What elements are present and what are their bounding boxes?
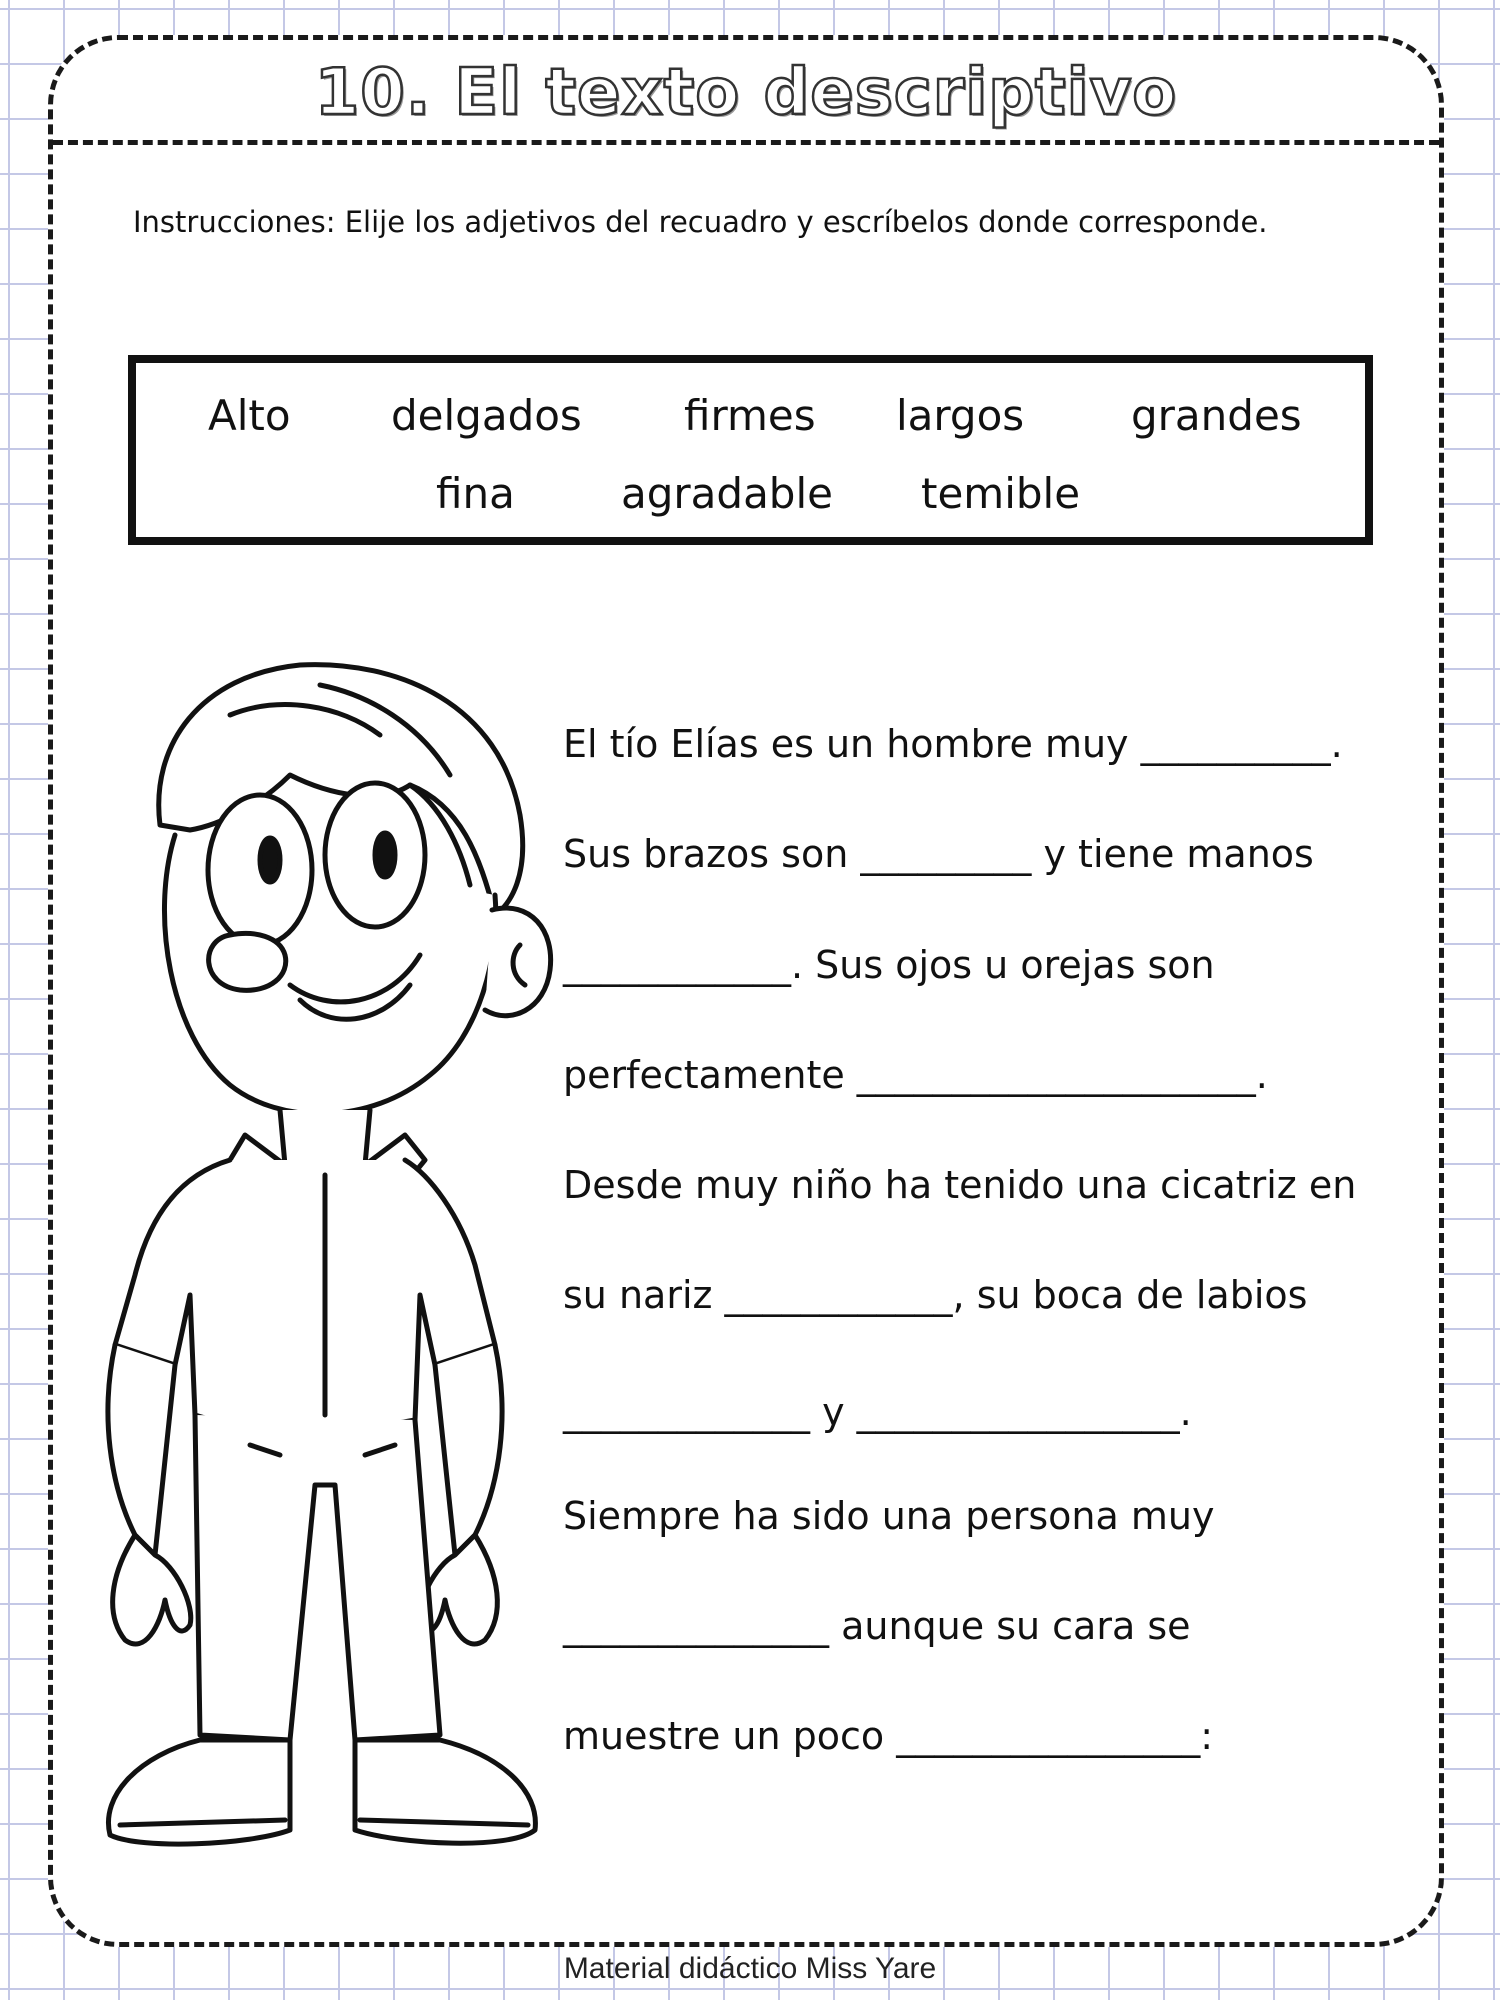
adjective-word-box — [128, 355, 1373, 545]
story-line-3: ____________. Sus ojos u orejas son — [563, 943, 1215, 987]
word-fina: fina — [436, 469, 515, 518]
page-title: 10. El texto descriptivo — [314, 56, 1178, 130]
footer-credit: Material didáctico Miss Yare — [563, 1952, 937, 1985]
word-alto: Alto — [208, 391, 291, 440]
word-temible: temible — [921, 469, 1081, 518]
story-line-9: ______________ aunque su cara se — [563, 1604, 1191, 1648]
story-line-8: Siempre ha sido una persona muy — [563, 1494, 1215, 1538]
story-line-2: Sus brazos son _________ y tiene manos — [563, 832, 1314, 876]
word-firmes: firmes — [684, 391, 816, 440]
boy-illustration — [80, 655, 560, 1870]
word-largos: largos — [896, 391, 1025, 440]
word-grandes: grandes — [1131, 391, 1302, 440]
story-line-10: muestre un poco ________________: — [563, 1714, 1214, 1758]
title-divider — [53, 140, 1439, 145]
story-line-7: _____________ y _________________. — [563, 1390, 1192, 1434]
story-line-6: su nariz ____________, su boca de labios — [563, 1273, 1308, 1317]
story-line-1: El tío Elías es un hombre muy __________. — [563, 722, 1343, 766]
instructions-text: Instrucciones: Elije los adjetivos del recuadro y escríbelos donde corresponde. — [133, 205, 1268, 239]
story-line-4: perfectamente _____________________. — [563, 1053, 1268, 1097]
word-delgados: delgados — [391, 391, 582, 440]
story-line-5: Desde muy niño ha tenido una cicatriz en — [563, 1163, 1357, 1207]
word-agradable: agradable — [621, 469, 833, 518]
